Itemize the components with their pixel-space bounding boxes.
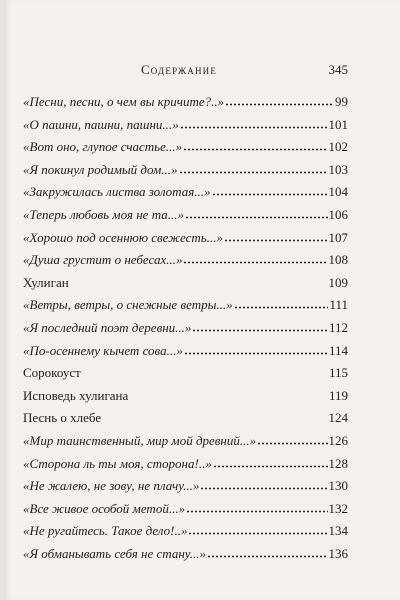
- toc-entry: [23, 181, 348, 204]
- dot-leader: [183, 254, 327, 264]
- dot-leader: [70, 277, 328, 287]
- toc-entry-page: 107: [328, 229, 348, 245]
- dot-leader: [185, 209, 328, 219]
- toc-entry: [23, 272, 348, 295]
- dot-leader: [257, 435, 327, 445]
- toc-entry-page: 102: [328, 139, 348, 155]
- toc-entry: [23, 91, 348, 114]
- toc-entry: [23, 407, 348, 430]
- running-title: Содержание: [140, 62, 218, 77]
- toc-entry-page: 132: [328, 500, 348, 516]
- toc-entry-title: Исповедь хулигана: [23, 387, 129, 403]
- dot-leader: [180, 119, 328, 129]
- toc-entry-page: 106: [328, 206, 348, 222]
- toc-entry: [23, 385, 348, 408]
- toc-entry: [23, 114, 348, 137]
- dot-leader: [129, 390, 328, 400]
- toc-entry-page: 114: [328, 342, 348, 358]
- dot-leader: [224, 232, 328, 242]
- toc-entry: [23, 543, 348, 566]
- toc-entry-page: 108: [328, 252, 348, 268]
- toc-entry: [23, 249, 348, 272]
- toc-entry-title: «Я обманывать себя не стану...»: [23, 545, 206, 561]
- toc-entry-title: «Не жалею, не зову, не плачу...»: [23, 478, 200, 494]
- toc-entry-title: «Ветры, ветры, о снежные ветры...»: [23, 297, 233, 313]
- toc-entry: [23, 159, 348, 182]
- dot-leader: [102, 412, 327, 422]
- page-header: [4, 60, 400, 80]
- dot-leader: [82, 367, 328, 377]
- dot-leader: [184, 345, 328, 355]
- toc-entry: [23, 317, 348, 340]
- toc-entry-title: «Сторона ль ты моя, сторона!..»: [23, 455, 212, 471]
- toc-entry: [23, 498, 348, 521]
- page-number: 345: [328, 62, 348, 77]
- toc-entry-title: «Хорошо под осеннюю свежесть...»: [23, 229, 223, 245]
- toc-entry-title: «Мир таинственный, мир мой древний...»: [23, 432, 257, 448]
- dot-leader: [188, 525, 327, 535]
- dot-leader: [234, 299, 329, 309]
- toc-entry-page: 136: [328, 545, 348, 561]
- toc-entry-page: 111: [329, 297, 348, 313]
- toc-entry-page: 115: [328, 365, 348, 381]
- dot-leader: [192, 322, 328, 332]
- toc-entry-page: 112: [328, 319, 348, 335]
- toc-entry: [23, 453, 348, 476]
- toc-entry: [23, 362, 348, 385]
- toc-entry: [23, 520, 348, 543]
- table-of-contents: [23, 91, 348, 565]
- toc-entry: [23, 294, 348, 317]
- toc-entry-page: 104: [328, 184, 348, 200]
- toc-entry-title: «Вот оно, глупое счастье...»: [23, 139, 183, 155]
- toc-entry-title: «Я последний поэт деревни...»: [23, 319, 192, 335]
- toc-entry-title: «Песни, песни, о чем вы кричите?..»: [23, 94, 225, 109]
- toc-entry-title: «Душа грустит о небесах...»: [23, 252, 183, 268]
- toc-entry: [23, 430, 348, 453]
- toc-entry-title: «По-осеннему кычет сова...»: [23, 342, 183, 358]
- toc-entry-page: 128: [328, 455, 348, 471]
- toc-entry-title: Хулиган: [23, 274, 69, 290]
- toc-entry-page: 109: [328, 274, 348, 290]
- dot-leader: [183, 141, 327, 151]
- toc-entry-page: 130: [328, 478, 348, 494]
- dot-leader: [207, 548, 328, 558]
- dot-leader: [186, 503, 327, 513]
- toc-entry-title: Песнь о хлебе: [23, 410, 102, 426]
- toc-entry: [23, 340, 348, 363]
- toc-entry-title: «Я покинул родимый дом...»: [23, 161, 178, 177]
- toc-entry-title: Сорокоуст: [23, 365, 81, 381]
- toc-entry-title: «О пашни, пашни, пашни...»: [23, 116, 179, 132]
- toc-entry: [23, 227, 348, 250]
- book-page: [4, 0, 400, 600]
- toc-entry-title: «Закружилась листва золотая...»: [23, 184, 211, 200]
- toc-entry: [23, 204, 348, 227]
- dot-leader: [179, 164, 328, 174]
- toc-entry-page: 103: [328, 161, 348, 177]
- toc-entry: [23, 475, 348, 498]
- toc-entry-page: 119: [328, 387, 348, 403]
- toc-entry-title: «Все живое особой метой...»: [23, 500, 186, 516]
- dot-leader: [212, 186, 328, 196]
- toc-entry-title: «Теперь любовь моя не та...»: [23, 206, 184, 222]
- toc-entry-page: 99: [335, 94, 348, 109]
- toc-entry: [23, 136, 348, 159]
- toc-entry-title: «Не ругайтесь. Такое дело!..»: [23, 523, 188, 539]
- toc-entry-page: 126: [328, 432, 348, 448]
- toc-entry-page: 124: [328, 410, 348, 426]
- toc-entry-page: 101: [328, 116, 348, 132]
- dot-leader: [213, 458, 328, 468]
- dot-leader: [200, 480, 327, 490]
- dot-leader: [225, 96, 334, 106]
- toc-entry-page: 134: [328, 523, 348, 539]
